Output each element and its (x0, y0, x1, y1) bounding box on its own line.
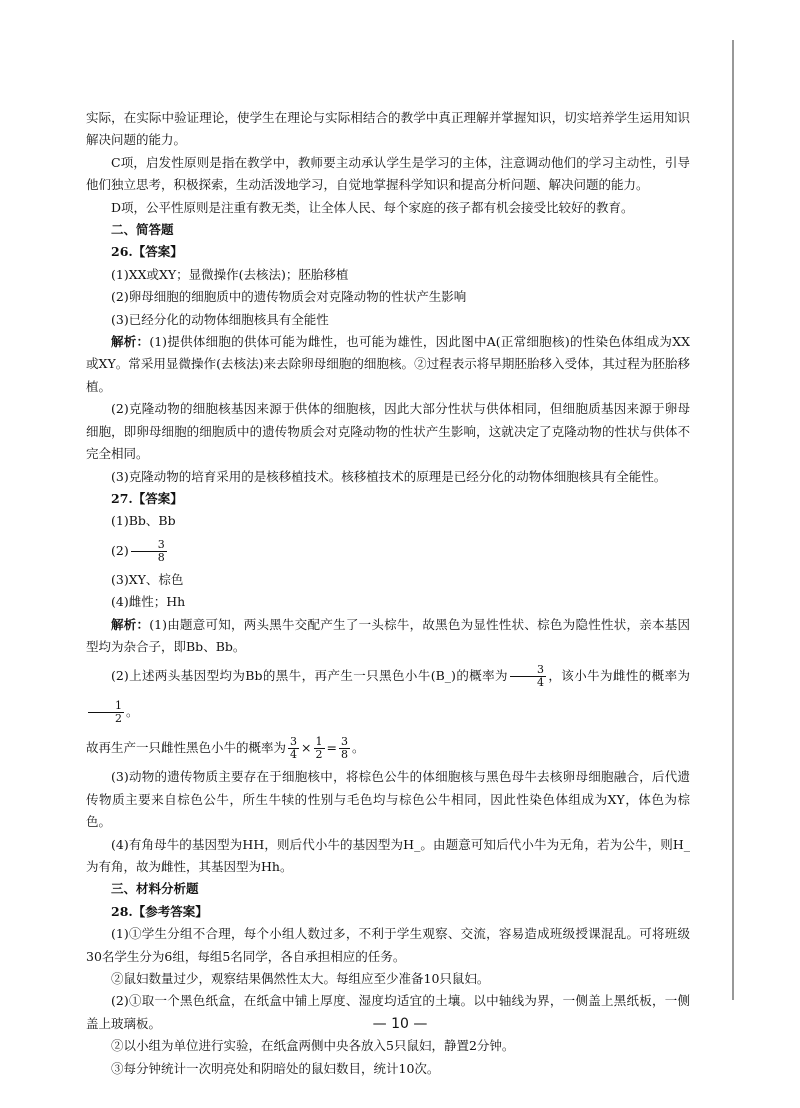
explanation-paragraph: (3)克隆动物的培育采用的是核移植技术。核移植技术的原理是已经分化的动物体细胞核具有全能性。 (111, 468, 667, 484)
answer-item: ②鼠妇数量过少，观察结果偶然性太大。每组应至少准备10只鼠妇。 (111, 971, 490, 986)
answer-item: (1)XX或XY；显微操作(去核法)；胚胎移植 (111, 266, 349, 282)
explanation-paragraph (86, 331, 690, 398)
explanation-paragraph-fraction: (2)上述两头基因型均为Bb的黑牛，再产生一只黑色小牛(B_)的概率为 $\frac{3}{4}$ ，该小牛为雌性的概率为 $\frac{1}{2}$ 。 (86, 658, 690, 730)
fraction: $\frac{1}{2}$ (315, 735, 323, 762)
paragraph: D项，公平性原则是注重有教无类，让全体人民、每个家庭的孩子都有机会接受比较好的教育。 (111, 199, 634, 215)
question-answer-label: 27.【答案】 (111, 490, 183, 506)
explanation-paragraph: (3)动物的遗传物质主要存在于细胞核中，将棕色公牛的体细胞核与黑色母牛去核卵母细胞融合，后代遗传物质主要来自棕色公牛，所生牛犊的性别与毛色均与棕色公牛相同，因此性染色体组成为XY，体色为棕色。 (86, 769, 690, 830)
answer-item: (4)雌性；Hh (111, 594, 186, 610)
answer-item: (2)①取一个黑色纸盒，在纸盒中铺上厚度、湿度均适宜的土壤。以中轴线为界，一侧盖上黑纸板，一侧盖上玻璃板。 (86, 993, 690, 1031)
answer-item: ②以小组为单位进行实验，在纸盒两侧中央各放入5只鼠妇，静置2分钟。 (111, 1038, 515, 1054)
answer-item: (3)已经分化的动物体细胞核具有全能性 (111, 311, 329, 327)
explanation-paragraph-fraction: 故再生产一只雌性黑色小牛的概率为 $\frac{3}{4}$ × $\frac{1}{2}$ = $\frac{3}{8}$ 。 (86, 735, 365, 762)
fraction: $\frac{3}{4}$ (510, 664, 546, 689)
fraction: $\frac{1}{2}$ (88, 700, 124, 725)
explanation-label: 解析： (111, 616, 150, 632)
fraction: $\frac{3}{4}$ (290, 735, 298, 762)
answer-item: (1)①学生分组不合理，每个小组人数过多，不利于学生观察、交流，容易造成班级授课混乱。可将班级30名学生分为6组，每组5名同学，各自承担相应的任务。 (86, 926, 690, 964)
fraction: $\frac{3}{8}$ (131, 539, 167, 564)
explanation-paragraph: (2)克隆动物的细胞核基因来源于供体的细胞核，因此大部分性状与供体相同，但细胞质基因来源于卵母细胞，即卵母细胞的细胞质中的遗传物质会对克隆动物的性状产生影响，这就决定了克隆动物的性状与供体不完全相同。 (86, 401, 690, 462)
explanation-label: 解析： (111, 334, 150, 350)
answer-item: (2)卵母细胞的细胞质中的遗传物质会对克隆动物的性状产生影响 (111, 289, 467, 305)
explanation-text: (1)提供体细胞的供体可能为雌性，也可能为雄性，因此图中A(正常细胞核)的性染色体组成为XX或XY。常采用显微操作(去核法)来去除卵母细胞的细胞核。②过程表示将早期胚胎移入受体，其过程为胚胎移植。 (86, 334, 690, 394)
section-heading: 二、简答题 (111, 222, 174, 238)
answer-item: (1)Bb、Bb (111, 513, 176, 529)
question-answer-label: 26.【答案】 (111, 244, 183, 260)
question-answer-label: 28.【参考答案】 (111, 903, 208, 919)
answer-item: (3)XY、棕色 (111, 571, 184, 587)
section-heading: 三、材料分析题 (111, 881, 199, 897)
answer-item-fraction: (2) $\frac{3}{8}$ (111, 537, 165, 564)
explanation-paragraph: (4)有角母牛的基因型为HH，则后代小牛的基因型为H_。由题意可知后代小牛为无角，若为公牛，则H_为有角，故为雌性，其基因型为Hh。 (86, 836, 690, 874)
explanation-paragraph: 解析：(1)由题意可知，两头黑牛交配产生了一头棕牛，故黑色为显性性状、棕色为隐性性状，亲本基因型均为杂合子，即Bb、Bb。 (86, 616, 690, 654)
page-number: — 10 — (372, 1016, 428, 1032)
paragraph: C项，启发性原则是指在教学中，教师要主动承认学生是学习的主体，注意调动他们的学习主动性，引导他们独立思考，积极探索，生动活泼地学习，自觉地掌握科学知识和提高分析问题、解决问题的能力。 (86, 154, 690, 193)
page-body (86, 107, 690, 1080)
fraction: $\frac{3}{8}$ (340, 735, 348, 762)
paragraph: 实际，在实际中验证理论，使学生在理论与实际相结合的教学中真正理解并掌握知识，切实培养学生运用知识解决问题的能力。 (86, 110, 690, 148)
scan-edge-line (732, 40, 734, 1000)
answer-item: ③每分钟统计一次明亮处和阴暗处的鼠妇数目，统计10次。 (111, 1060, 440, 1076)
